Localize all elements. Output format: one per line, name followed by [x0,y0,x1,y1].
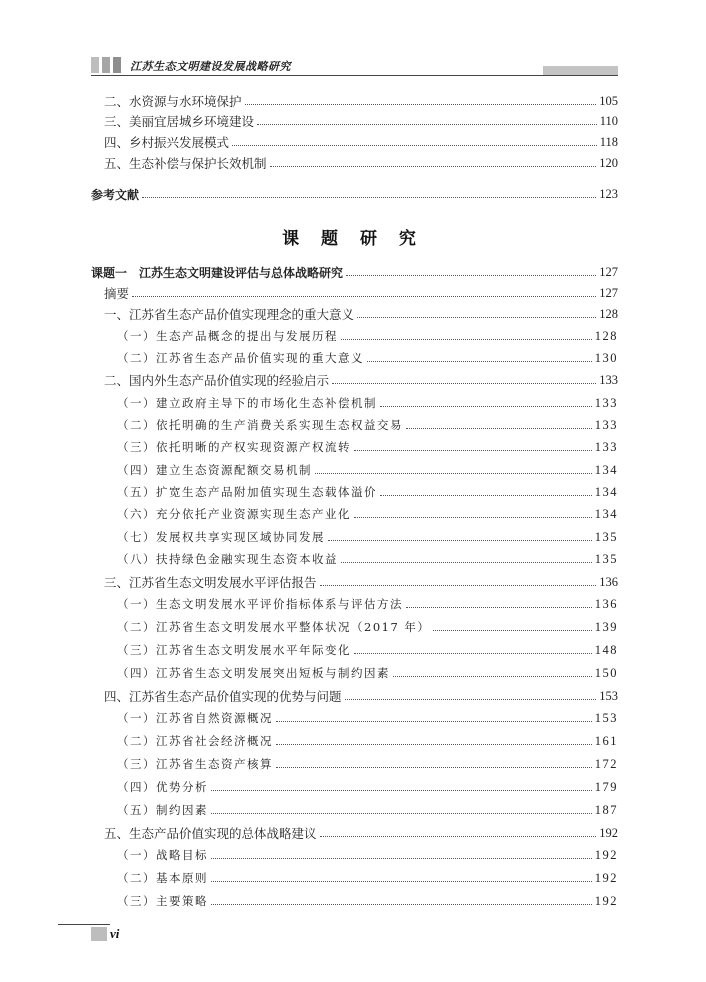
leader-dots [320,584,597,586]
leader-dots [276,743,592,745]
toc-entry-label: 五、生态产品价值实现的总体战略建议 [104,826,317,841]
toc-entry-label: 五、生态补偿与保护长效机制 [104,156,267,171]
toc-entry-page: 192 [594,847,618,862]
toc-entry-label: 三、美丽宜居城乡环境建设 [104,114,255,129]
page-number: vi [110,926,120,941]
toc-entry-page: 133 [594,395,618,410]
toc-entry[interactable] [117,594,618,614]
leader-dots [406,427,592,429]
toc-entry[interactable] [117,800,618,820]
toc-entry-page: 136 [599,574,618,589]
toc-entry-references[interactable] [91,184,618,204]
toc-entry-page: 153 [594,710,618,725]
toc-entry-page: 123 [599,186,618,201]
toc-entry[interactable] [104,572,618,592]
toc-entry[interactable] [104,132,618,152]
leader-dots [332,382,596,384]
toc-entry-label: （六）充分依托产业资源实现生态产业化 [117,507,351,521]
toc-entry-page: 134 [594,484,618,499]
toc-entry[interactable] [117,437,618,457]
toc-entry-label: 摘要 [104,286,130,301]
leader-dots [380,405,592,407]
leader-dots [357,316,596,318]
toc-entry-label: （三）主要策略 [117,894,208,908]
leader-dots [406,606,592,608]
leader-dots [211,812,592,814]
toc-entry-page: 135 [594,551,618,566]
toc-entry-page: 148 [594,642,618,657]
toc-entry[interactable] [104,823,618,843]
toc-entry-page: 153 [599,688,618,703]
toc-entry-label: （三）依托明晰的产权实现资源产权流转 [117,440,351,454]
toc-entry[interactable] [117,845,618,865]
toc-entry[interactable] [117,482,618,502]
toc-entry-label: （二）江苏省生态产品价值实现的重大意义 [117,351,364,365]
toc-entry-label: （一）生态文明发展水平评价指标体系与评估方法 [117,597,403,611]
toc-entry[interactable] [117,348,618,368]
toc-entry-label: （三）江苏省生态资产核算 [117,757,273,771]
leader-dots [276,720,592,722]
leader-dots [354,449,592,451]
toc-entry[interactable] [117,754,618,774]
toc-entry-label: （三）江苏省生态文明发展水平年际变化 [117,643,351,657]
toc-entry[interactable] [117,663,618,683]
leader-dots [367,360,592,362]
toc-entry[interactable] [117,777,618,797]
toc-entry-label: （二）江苏省社会经济概况 [117,734,273,748]
toc-entry-label: 一、江苏省生态产品价值实现理念的重大意义 [104,307,355,322]
toc-entry-page: 134 [594,506,618,521]
toc-entry[interactable] [117,617,618,637]
leader-dots [393,675,592,677]
toc-entry-page: 172 [594,756,618,771]
toc-entry-label: （一）建立政府主导下的市场化生态补偿机制 [117,396,377,410]
leader-dots [211,880,592,882]
leader-dots [345,698,597,700]
toc-entry[interactable] [117,393,618,413]
toc-entry-label: 三、江苏省生态文明发展水平评估报告 [104,575,317,590]
toc-entry-page: 133 [594,439,618,454]
leader-dots [211,857,592,859]
toc-entry-page: 118 [599,134,618,149]
header-rule [91,75,618,76]
running-header-title: 江苏生态文明建设发展战略研究 [130,60,291,73]
footer-decor-block [91,927,107,941]
toc-entry-page: 135 [594,529,618,544]
leader-dots [346,274,596,276]
toc-entry-page: 136 [594,596,618,611]
toc-entry-page: 192 [594,870,618,885]
toc-entry-page: 130 [594,350,618,365]
toc-entry-label: （二）依托明确的生产消费关系实现生态权益交易 [117,418,403,432]
toc-entry-page: 150 [594,665,618,680]
leader-dots [341,338,592,340]
toc-entry-page: 128 [599,306,618,321]
toc-entry-label: （一）生态产品概念的提出与发展历程 [117,329,338,343]
toc-entry[interactable] [117,504,618,524]
toc-entry[interactable] [117,415,618,435]
leader-dots [354,652,592,654]
toc-entry[interactable] [117,527,618,547]
leader-dots [328,539,592,541]
leader-dots [341,561,592,563]
toc-entry-topic[interactable] [91,262,618,282]
toc-entry-label: 四、乡村振兴发展模式 [104,135,230,150]
toc-entry-label: 二、水资源与水环境保护 [104,94,242,109]
toc-entry-page: 127 [599,285,618,300]
toc-entry[interactable] [117,891,618,911]
toc-entry-label: 四、江苏省生态产品价值实现的优势与问题 [104,689,342,704]
toc-entry[interactable] [104,304,618,324]
toc-entry[interactable] [117,731,618,751]
toc-entry-page: 187 [594,802,618,817]
header-decor-blocks [91,57,121,73]
leader-dots [320,835,597,837]
toc-entry-label: 二、国内外生态产品价值实现的经验启示 [104,373,330,388]
toc-entry-page: 127 [599,264,618,279]
toc-entry-label: （二）江苏省生态文明发展水平整体状况（2017 年） [117,620,431,634]
leader-dots [211,903,592,905]
leader-dots [211,789,592,791]
leader-dots [132,295,596,297]
toc-entry[interactable] [117,460,618,480]
toc-entry[interactable] [117,868,618,888]
toc-entry-page: 128 [594,328,618,343]
toc-entry[interactable] [117,326,618,346]
toc-entry-label: （五）扩宽生态产品附加值实现生态载体溢价 [117,485,377,499]
toc-entry[interactable] [117,549,618,569]
toc-entry[interactable] [104,111,618,131]
toc-entry-label: （四）江苏省生态文明发展突出短板与制约因素 [117,666,390,680]
toc-entry[interactable] [117,708,618,728]
toc-entry[interactable] [104,283,618,303]
leader-dots [276,766,592,768]
toc-entry-page: 105 [599,93,618,108]
leader-dots [433,629,591,631]
leader-dots [315,472,592,474]
toc-entry-label: （四）建立生态资源配额交易机制 [117,463,312,477]
leader-dots [245,103,597,105]
header-decor-bar [543,66,618,75]
toc-entry-page: 134 [594,462,618,477]
toc-entry-page: 139 [594,619,618,634]
toc-entry[interactable] [117,640,618,660]
toc-entry-label: （二）基本原则 [117,871,208,885]
toc-entry-page: 192 [599,825,618,840]
section-title: 课 题 研 究 [282,229,424,249]
leader-dots [142,196,596,198]
toc-entry-label: （一）江苏省自然资源概况 [117,711,273,725]
toc-entry-label: 课题一 江苏生态文明建设评估与总体战略研究 [91,265,344,280]
toc-entry-label: （五）制约因素 [117,803,208,817]
toc-entry[interactable] [104,91,618,111]
toc-entry-page: 120 [599,155,618,170]
toc-entry-label: （四）优势分析 [117,780,208,794]
toc-entry-label: 参考文献 [91,187,140,202]
toc-entry[interactable] [104,686,618,706]
toc-entry-label: （七）发展权共享实现区域协同发展 [117,530,325,544]
leader-dots [354,516,592,518]
toc-entry-page: 161 [594,733,618,748]
toc-entry-page: 133 [599,372,618,387]
toc-entry-label: （八）扶持绿色金融实现生态资本收益 [117,552,338,566]
toc-entry-label: （一）战略目标 [117,848,208,862]
leader-dots [270,165,597,167]
leader-dots [380,494,592,496]
toc-entry-page: 110 [599,113,618,128]
toc-entry[interactable] [104,153,618,173]
toc-entry[interactable] [104,370,618,390]
leader-dots [257,123,597,125]
toc-entry-page: 192 [594,893,618,908]
footer-rule [58,924,110,925]
toc-entry-page: 133 [594,417,618,432]
leader-dots [232,144,597,146]
toc-entry-page: 179 [594,779,618,794]
